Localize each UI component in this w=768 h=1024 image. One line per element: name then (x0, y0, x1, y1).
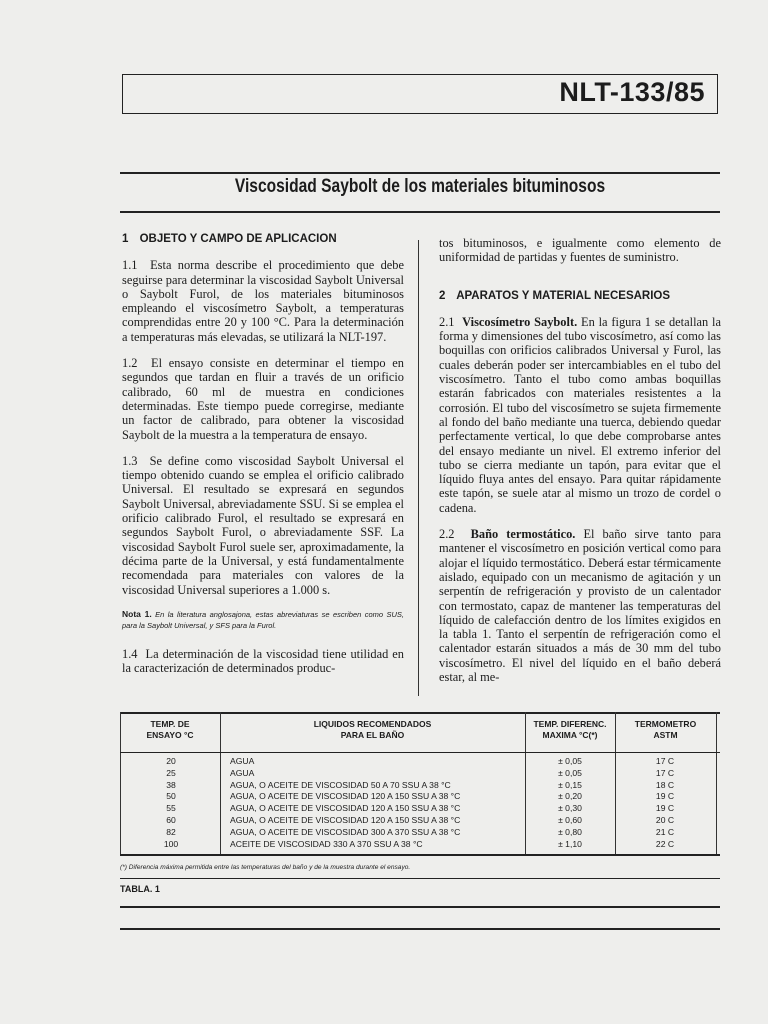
header-box (122, 74, 718, 114)
header-line: PARA EL BAÑO (340, 730, 405, 740)
table-cell: AGUA (230, 767, 255, 778)
paragraph-text: La determinación de la viscosidad tiene utilidad en la caracterización de determinados produc- (122, 646, 404, 676)
header-line: LIQUIDOS RECOMENDADOS (313, 719, 432, 729)
table-header-astm (615, 719, 716, 741)
table-cell: 17 C (655, 767, 675, 778)
table-cell: AGUA, O ACEITE DE VISCOSIDAD 120 A 150 SSU A 38 °C (230, 791, 461, 802)
left-column (122, 232, 404, 687)
table-header-diff (525, 719, 615, 741)
table-label-rule-bottom (120, 906, 720, 908)
table-cell: ACEITE DE VISCOSIDAD 330 A 370 SSU A 38 °C (230, 838, 423, 849)
paragraph-number: 1.3 (122, 453, 138, 468)
paragraph-text: Esta norma describe el procedimiento que debe seguirse para determinar la viscosidad Saybolt Universal o Saybolt Furol, de los materiales bituminosos empleando el viscosímetro Saybolt, a temperaturas comprendidas entre 20 y 100 °C. Para la determinación a temperaturas más elevadas, se utilizará la NLT-197. (122, 258, 404, 344)
table-vline (716, 712, 717, 854)
right-column (439, 236, 721, 696)
table-cell: ± 0,20 (558, 791, 582, 802)
column-divider (418, 240, 419, 696)
table-cell: AGUA, O ACEITE DE VISCOSIDAD 300 A 370 SSU A 38 °C (230, 826, 461, 837)
paragraph-1-3 (122, 454, 404, 597)
table-cell: 17 C (655, 756, 675, 766)
table-cell: ± 0,05 (558, 767, 582, 778)
table-header-temp (120, 719, 220, 741)
table-cell: 20 (166, 756, 176, 766)
section-1-title: OBJETO Y CAMPO DE APLICACION (139, 233, 337, 245)
section-2-title: APARATOS Y MATERIAL NECESARIOS (456, 289, 671, 302)
paragraph-number: 1.2 (122, 356, 138, 371)
header-line: ASTM (653, 730, 678, 740)
table-col-liquids (230, 756, 520, 850)
table-cell: ± 0,60 (558, 814, 582, 825)
table-cell: ± 0,05 (558, 756, 582, 766)
title-rule-bottom (120, 211, 720, 213)
header-line: TEMP. DIFERENC. (533, 719, 607, 729)
paragraph-text: El baño sirve tanto para mantener el viscosímetro en posición vertical como para alojar el líquido termostático. Deberá estar térmicamente aislado, equipado con un mecanismo de agitación y un serpentín de refrigeración y provisto de un calentador con termostato, capaz de mantener las temperaturas del líquido de calefacción dentro de los límites exigidos en la tabla 1. Tanto el serpentín de refrigeración como el calentador estarán situados a más de 30 mm del tubo viscosímetro. El nivel del líquido en el baño deberá estar, al me- (439, 527, 721, 685)
header-line: ENSAYO °C (146, 730, 194, 740)
table-label: TABLA. 1 (120, 884, 160, 894)
paragraph-number: 1.1 (122, 258, 138, 273)
document-title: Viscosidad Saybolt de los materiales bituminosos (234, 176, 606, 197)
standard-code: NLT-133/85 (559, 77, 705, 107)
table-cell: 21 C (655, 826, 675, 837)
paragraph-continuation: tos bituminosos, e igualmente como elemento de uniformidad de partidas y fuentes de suministro. (439, 236, 721, 265)
paragraph-1-4 (122, 647, 404, 676)
paragraph-1-1 (122, 258, 404, 344)
header-line: TERMOMETRO (634, 719, 697, 729)
paragraph-number: 1.4 (122, 646, 138, 661)
table-cell: ± 0,80 (558, 826, 582, 837)
table-cell: AGUA, O ACEITE DE VISCOSIDAD 120 A 150 SSU A 38 °C (230, 803, 461, 814)
paragraph-2-1 (439, 315, 721, 515)
table-cell: 60 (166, 814, 176, 825)
section-2-number: 2 (439, 289, 446, 302)
table-cell: 38 (166, 779, 176, 790)
bottom-rule (120, 928, 720, 930)
title-rule-top (120, 172, 720, 174)
table-cell: ± 1,10 (558, 838, 582, 849)
section-2-heading (439, 289, 721, 303)
table-cell: 82 (166, 826, 176, 837)
note-text: En la literatura anglosajona, estas abreviaturas se escriben como SUS, para la Saybolt Universal, y SFS para la Furol. (122, 609, 404, 630)
table-col-temp (140, 756, 202, 850)
paragraph-text: Se define como viscosidad Saybolt Universal el tiempo obtenido cuando se emplea el orificio calibrado Universal. El resultado se expresará en segundos Saybolt Universal, abreviadamente SSU. Si se emplea el orificio calibrado Furol, el resultado se expresará en segundos Saybolt Furol, o abreviadamente SSF. La viscosidad Saybolt Furol suele ser, aproximadamente, la décima parte de la Universal, y está fundamentalmente recomendada para materiales con valores de la viscosidad Universal superiores a 1.000 s. (122, 453, 405, 597)
table-cell: AGUA, O ACEITE DE VISCOSIDAD 120 A 150 SSU A 38 °C (230, 814, 461, 825)
paragraph-text: En la figura 1 se detallan la forma y dimensiones del tubo viscosímetro, así como las boquillas con orificios calibrados Universal y Furol, las cuales deberán poder ser intercambiables en el tubo del viscosímetro. Tanto el tubo como ambas boquillas estarán fabricados con materiales resistentes a la corrosión. El tubo del viscosímetro se sujeta firmemente al fondo del baño mediante una tuerca, debiendo quedar perfectamente vertical, lo que debe comprobarse antes del ensayo mediante un nivel. El extremo inferior del tubo se cierra mediante un tapón, para evitar que el líquido fluya antes del ensayo. Para quitar rápidamente este tapón, se suele atar al mismo un trozo de cordel o cadena. (439, 314, 721, 515)
table-cell: 18 C (655, 779, 675, 790)
paragraph-2-2 (439, 527, 721, 684)
table-col-diff (540, 756, 600, 850)
table-cell: 55 (166, 803, 176, 814)
section-1-number: 1 (122, 233, 129, 245)
table-label-rule-top (120, 878, 720, 879)
table-top-rule (120, 712, 720, 714)
table-cell: AGUA, O ACEITE DE VISCOSIDAD 50 A 70 SSU A 38 °C (230, 779, 451, 790)
table-bottom-rule (120, 854, 720, 856)
paragraph-title: Viscosímetro Saybolt. (462, 314, 578, 329)
table-cell: 25 (166, 767, 176, 778)
note-1 (122, 609, 404, 631)
table-col-astm (630, 756, 700, 850)
table-header-rule (120, 752, 720, 753)
paragraph-1-2 (122, 356, 404, 442)
header-line: TEMP. DE (150, 719, 190, 729)
header-line: MAXIMA °C(*) (542, 730, 598, 740)
table-cell: 19 C (655, 803, 675, 814)
table-cell: ± 0,15 (558, 779, 582, 790)
table-cell: ± 0,30 (558, 803, 582, 814)
table-header-liquids (220, 719, 525, 741)
paragraph-title: Baño termostático. (470, 527, 576, 542)
table-cell: 100 (163, 838, 179, 849)
table-footnote: (*) Diferencia máxima permitida entre las temperaturas del baño y de la muestra durante el ensayo. (120, 864, 411, 871)
table-cell: 19 C (655, 791, 675, 802)
section-1-heading (122, 232, 404, 246)
table-cell: AGUA (230, 756, 255, 766)
table-cell: 20 C (655, 814, 675, 825)
table-cell: 22 C (655, 838, 675, 849)
note-label: Nota 1. (122, 608, 152, 619)
table-cell: 50 (166, 791, 176, 802)
paragraph-number: 2.2 (439, 527, 455, 542)
paragraph-text: El ensayo consiste en determinar el tiempo en segundos que tardan en fluir a través de un orificio calibrado, 60 ml de muestra en condiciones determinadas. Este tiempo puede corregirse, mediante un factor de calibrado, para obtener la viscosidad Saybolt de la muestra a la temperatura de ensayo. (122, 356, 404, 442)
paragraph-number: 2.1 (439, 314, 455, 329)
